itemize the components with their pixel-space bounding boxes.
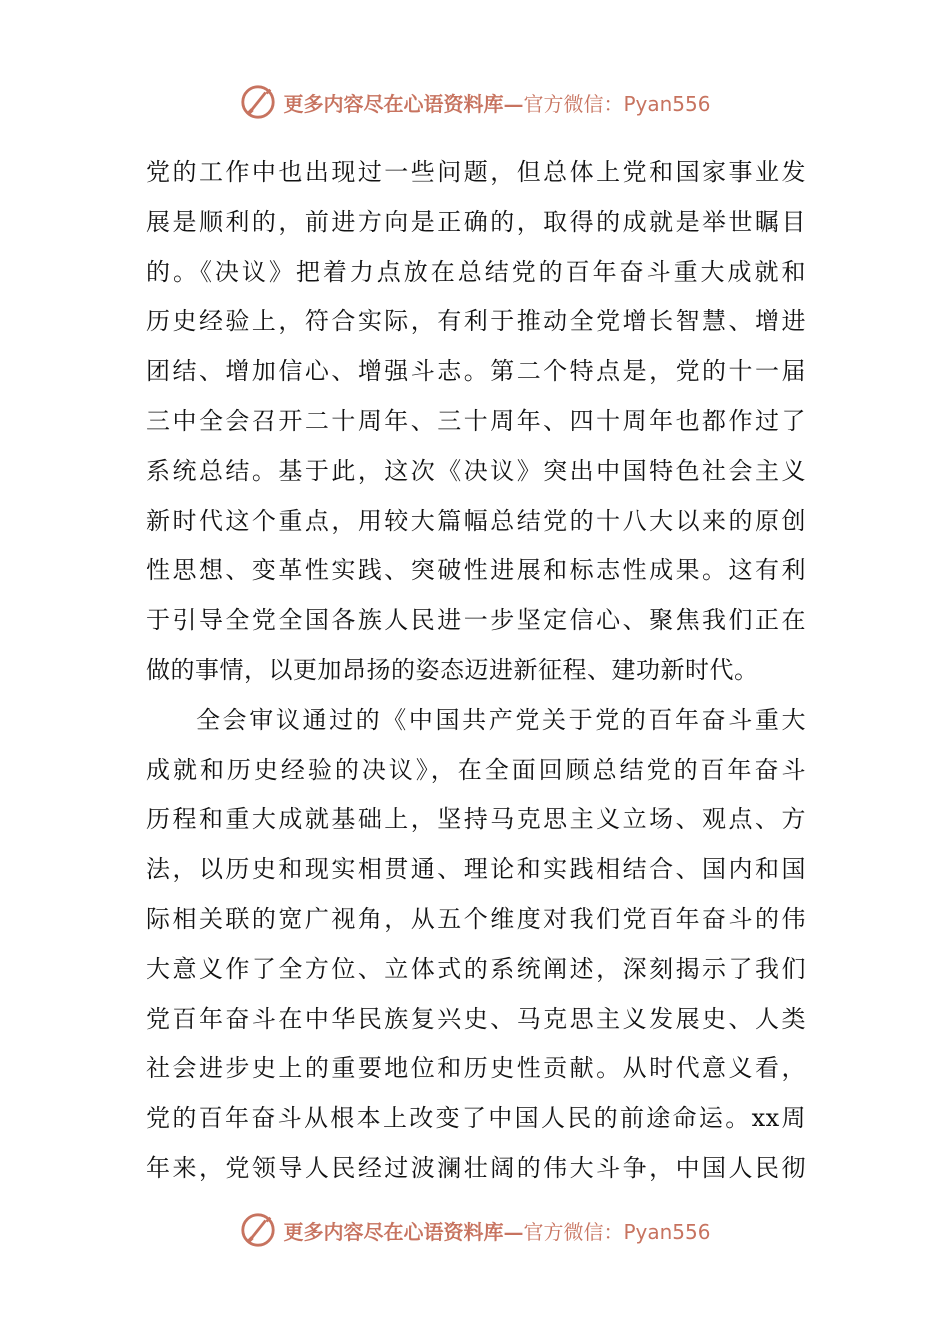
text-line: 党百年奋斗在中华民族复兴史、马克思主义发展史、人类 bbox=[146, 1004, 806, 1033]
pen-logo-icon bbox=[239, 83, 277, 121]
watermark-wechat-text: 官方微信：Pyan556 bbox=[523, 1219, 711, 1244]
text-line: 大意义作了全方位、立体式的系统阐述，深刻揭示了我们 bbox=[146, 954, 806, 983]
text-line: 法，以历史和现实相贯通、理论和实践相结合、国内和国 bbox=[146, 855, 806, 884]
watermark-brand-text: 更多内容尽在心语资料库— bbox=[283, 1219, 524, 1244]
text-line: 的。《决议》把着力点放在总结党的百年奋斗重大成就和 bbox=[146, 257, 806, 286]
text-line: 展是顺利的，前进方向是正确的，取得的成就是举世瞩目 bbox=[146, 207, 806, 236]
text-line: 成就和历史经验的决议》，在全面回顾总结党的百年奋斗 bbox=[146, 755, 806, 784]
watermark-wechat-text: 官方微信：Pyan556 bbox=[523, 91, 711, 116]
text-line: 做的事情，以更加昂扬的姿态迈进新征程、建功新时代。 bbox=[146, 655, 759, 684]
text-line: 党的百年奋斗从根本上改变了中国人民的前途命运。xx周 bbox=[146, 1104, 806, 1133]
pen-logo-icon bbox=[239, 1211, 277, 1249]
text-line: 历史经验上，符合实际，有利于推动全党增长智慧、增进 bbox=[146, 307, 806, 336]
text-line: 全会审议通过的《中国共产党关于党的百年奋斗重大 bbox=[196, 705, 806, 734]
document-body bbox=[146, 148, 806, 1194]
paragraph-2 bbox=[146, 696, 806, 1194]
text-line: 党的工作中也出现过一些问题，但总体上党和国家事业发 bbox=[146, 158, 806, 186]
paragraph-1 bbox=[146, 148, 806, 696]
text-line: 团结、增加信心、增强斗志。第二个特点是，党的十一届 bbox=[146, 357, 806, 386]
text-line: 历程和重大成就基础上，坚持马克思主义立场、观点、方 bbox=[146, 805, 806, 834]
text-line: 年来，党领导人民经过波澜壮阔的伟大斗争，中国人民彻 bbox=[146, 1153, 806, 1182]
text-line: 际相关联的宽广视角，从五个维度对我们党百年奋斗的伟 bbox=[146, 904, 806, 933]
text-line: 系统总结。基于此，这次《决议》突出中国特色社会主义 bbox=[146, 456, 806, 485]
footer-watermark-banner bbox=[0, 1208, 950, 1252]
header-watermark-banner bbox=[0, 80, 950, 124]
text-line: 新时代这个重点，用较大篇幅总结党的十八大以来的原创 bbox=[146, 506, 806, 535]
text-line: 社会进步史上的重要地位和历史性贡献。从时代意义看， bbox=[146, 1054, 806, 1083]
text-line: 三中全会召开二十周年、三十周年、四十周年也都作过了 bbox=[146, 406, 806, 435]
watermark-brand-text: 更多内容尽在心语资料库— bbox=[283, 91, 524, 116]
text-line: 于引导全党全国各族人民进一步坚定信心、聚焦我们正在 bbox=[146, 606, 806, 635]
text-line: 性思想、变革性实践、突破性进展和标志性成果。这有利 bbox=[146, 556, 806, 585]
